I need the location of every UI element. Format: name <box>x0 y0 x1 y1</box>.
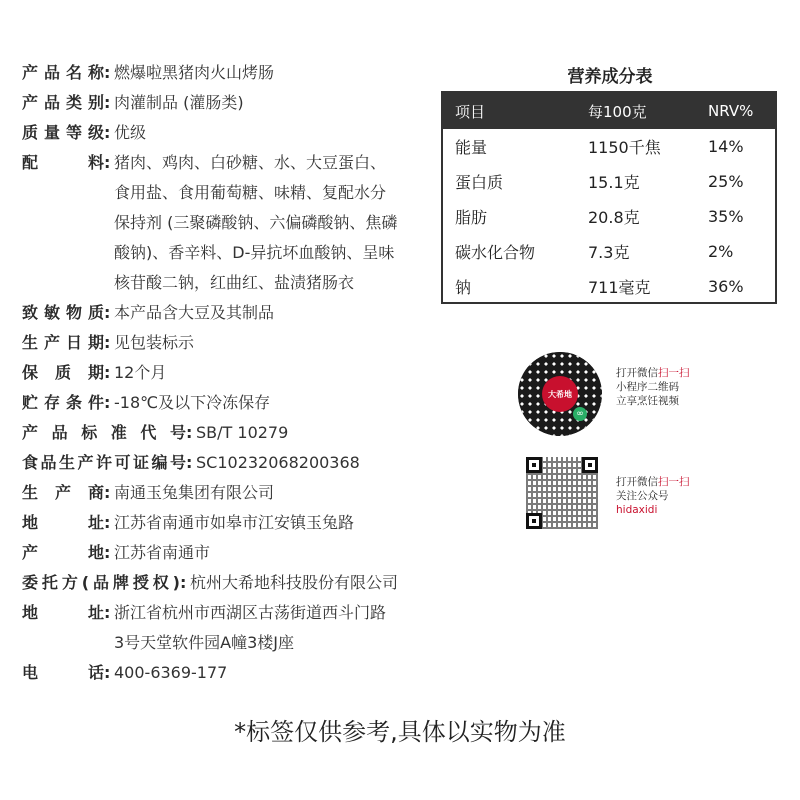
nutrition-header-row <box>443 93 775 129</box>
info-value: 400-6369-177 <box>114 663 228 682</box>
table-row <box>443 164 775 199</box>
info-value: SB/T 10279 <box>196 423 289 442</box>
info-row-name: 产品名称 : 燃爆啦黑猪肉火山烤肠 <box>22 58 422 88</box>
nutrition-cell: 15.1克 <box>588 173 640 192</box>
nutrition-cell: 1150千焦 <box>588 138 661 157</box>
info-label: 生产日期 <box>22 333 104 352</box>
nutrition-cell: 脂肪 <box>455 208 488 227</box>
info-label: 地址 <box>22 513 104 532</box>
nutrition-cell: 能量 <box>455 138 488 157</box>
product-info <box>22 58 422 688</box>
wechat-mini-program-icon: ∞ <box>573 407 587 421</box>
qr-finder-icon <box>582 457 598 473</box>
info-label: 产地 <box>22 543 104 562</box>
table-row <box>443 129 775 164</box>
nutrition-cell: 钠 <box>455 278 472 297</box>
info-row-entrusted: 委托方(品牌授权) : 杭州大希地科技股份有限公司 <box>22 568 422 598</box>
info-row-allergen: 致敏物质 : 本产品含大豆及其制品 <box>22 298 422 328</box>
info-value: 南通玉兔集团有限公司 <box>114 483 275 502</box>
info-label: 保质期 <box>22 363 104 382</box>
info-row-address: 地址 : 江苏省南通市如皋市江安镇玉兔路 <box>22 508 422 538</box>
ingredients-list: 猪肉、鸡肉、白砂糖、水、大豆蛋白、 食用盐、食用葡萄糖、味精、复配水分 保持剂 (三聚磷酸钠、六偏磷酸钠、焦磷 酸钠)、香辛料、D-异抗坏血酸钠、呈味 核苷酸二钠，红曲红、盐渍猪肠衣 <box>114 153 398 292</box>
nutrition-cell: 711毫克 <box>588 278 651 297</box>
nutrition-cell: 36% <box>708 277 744 296</box>
info-label: 致敏物质 <box>22 303 104 322</box>
info-value: 肉灌制品 (灌肠类) <box>114 93 244 112</box>
info-label: 生产商 <box>22 483 104 502</box>
info-label: 地址 <box>22 603 104 622</box>
info-row-origin: 产地 : 江苏省南通市 <box>22 538 422 568</box>
info-value: 杭州大希地科技股份有限公司 <box>190 573 399 592</box>
info-row-manufacturer: 生产商 : 南通玉兔集团有限公司 <box>22 478 422 508</box>
nutrition-cell: 蛋白质 <box>455 173 504 192</box>
nutrition-cell: 碳水化合物 <box>455 243 536 262</box>
nutrition-cell: 35% <box>708 207 744 226</box>
nutrition-cell: 14% <box>708 137 744 156</box>
info-value: 燃爆啦黑猪肉火山烤肠 <box>114 63 275 82</box>
official-account-qr-caption: 打开微信扫一扫 关注公众号 hidaxidi <box>616 476 690 516</box>
official-account-qr-code[interactable] <box>526 457 598 529</box>
info-row-ingredients: 配料 : 猪肉、鸡肉、白砂糖、水、大豆蛋白、 食用盐、食用葡萄糖、味精、复配水分 保持剂 (三聚磷酸钠、六偏磷酸钠、焦磷 酸钠)、香辛料、D-异抗坏血酸钠、呈味 核苷酸二钠，红曲红、盐渍猪肠衣 <box>22 148 422 298</box>
info-label: 产品标准代号 <box>22 423 186 442</box>
info-label: 委托方(品牌授权) <box>22 573 180 592</box>
nutrition-header-cell: NRV% <box>708 102 754 120</box>
info-row-phone: 电话 : 400-6369-177 <box>22 658 422 688</box>
info-value: 优级 <box>114 123 147 142</box>
table-row <box>443 199 775 234</box>
info-row-grade: 质量等级 : 优级 <box>22 118 422 148</box>
qr-finder-icon <box>526 457 542 473</box>
info-label: 产品类别 <box>22 93 104 112</box>
info-value: 12个月 <box>114 363 167 382</box>
info-row-license: 食品生产许可证编号 : SC10232068200368 <box>22 448 422 478</box>
mini-program-qr-caption: 打开微信扫一扫 小程序二维码 立享烹饪视频 <box>616 367 690 407</box>
disclaimer: *标签仅供参考,具体以实物为准 <box>234 718 566 746</box>
info-label: 配料 <box>22 153 104 172</box>
info-row-entrusted-address: 地址 : 浙江省杭州市西湖区古荡街道西斗门路 3号天堂软件园A幢3楼J座 <box>22 598 422 658</box>
info-label: 产品名称 <box>22 63 104 82</box>
info-row-category: 产品类别 : 肉灌制品 (灌肠类) <box>22 88 422 118</box>
info-value: -18℃及以下冷冻保存 <box>114 393 271 412</box>
info-row-production-date: 生产日期 : 见包装标示 <box>22 328 422 358</box>
brand-logo: 大希地 <box>542 376 578 412</box>
info-row-shelf-life: 保质期 : 12个月 <box>22 358 422 388</box>
nutrition-cell: 25% <box>708 172 744 191</box>
info-value: 江苏省南通市如皋市江安镇玉兔路 <box>114 513 355 532</box>
info-label: 质量等级 <box>22 123 104 142</box>
nutrition-cell: 20.8克 <box>588 208 640 227</box>
info-row-storage: 贮存条件 : -18℃及以下冷冻保存 <box>22 388 422 418</box>
nutrition-header-cell: 项目 <box>455 102 486 121</box>
table-row <box>443 234 775 269</box>
info-label: 食品生产许可证编号 <box>22 453 186 472</box>
nutrition-cell: 2% <box>708 242 734 261</box>
info-value: 见包装标示 <box>114 333 195 352</box>
table-row <box>443 269 775 304</box>
info-label: 贮存条件 <box>22 393 104 412</box>
nutrition-table <box>441 91 777 304</box>
qr-finder-icon <box>526 513 542 529</box>
info-value: 浙江省杭州市西湖区古荡街道西斗门路 3号天堂软件园A幢3楼J座 <box>114 603 387 652</box>
info-value: 本产品含大豆及其制品 <box>114 303 275 322</box>
info-value: 江苏省南通市 <box>114 543 211 562</box>
info-label: 电话 <box>22 663 104 682</box>
info-value: SC10232068200368 <box>196 453 360 472</box>
nutrition-cell: 7.3克 <box>588 243 630 262</box>
nutrition-title: 营养成分表 <box>567 67 653 87</box>
nutrition-header-cell: 每100克 <box>588 102 647 121</box>
info-row-standard: 产品标准代号 : SB/T 10279 <box>22 418 422 448</box>
mini-program-qr-code[interactable] <box>518 352 602 436</box>
